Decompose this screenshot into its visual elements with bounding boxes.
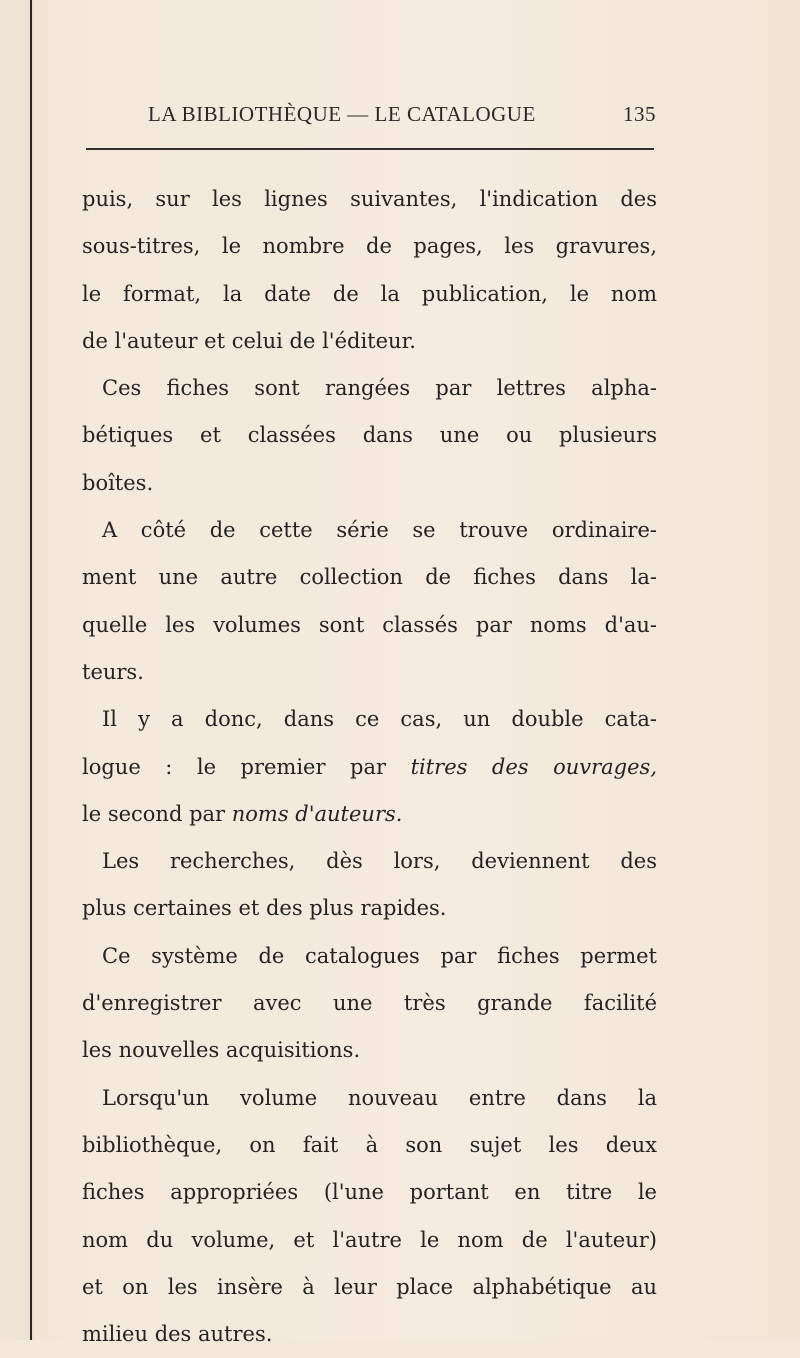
text-line: plus certaines et des plus rapides. [82,896,447,921]
text-line: le format, la date de la publication, le nom [82,281,657,306]
text-line: d'enregistrer avec une très grande facilité [82,991,657,1016]
binding-edge [30,0,32,1340]
text-line: Il y a donc, dans ce cas, un double cata- [102,707,657,732]
text-line: puis, sur les lignes suivantes, l'indication des [82,187,657,211]
text-line: Lorsqu'un volume nouveau entre dans la [102,1085,657,1110]
text-line: Ces fiches sont rangées par lettres alpha- [102,376,657,401]
header-rule [86,148,654,150]
text-line: quelle les volumes sont classés par noms d'au- [82,612,657,637]
body-text [82,176,657,1358]
text-line: fiches appropriées (l'une portant en titre le [82,1180,657,1205]
page-number: 135 [623,102,656,126]
text-line: sous-titres, le nombre de pages, les gravures, [82,234,657,259]
text-line: Ce système de catalogues par fiches permet [102,943,657,968]
text-line: Les recherches, dès lors, deviennent des [102,849,657,874]
text-line: milieu des autres. [82,1322,273,1347]
text-line: ment une autre collection de fiches dans la- [82,565,657,590]
running-title: LA BIBLIOTHÈQUE — LE CATALOGUE [148,102,536,126]
italic-text-segment: noms d'auteurs. [231,801,403,826]
italic-text-segment: titres des ouvrages, [410,754,657,779]
text-line: bétiques et classées dans une ou plusieurs [82,423,657,448]
book-gutter [0,0,34,1340]
running-head [86,98,656,132]
text-line [82,791,657,838]
text-line: et on les insère à leur place alphabétique au [82,1274,657,1299]
text-segment: logue : le premier par [82,754,387,779]
text-line [82,744,657,791]
text-line: de l'auteur et celui de l'éditeur. [82,328,416,353]
text-line: A côté de cette série se trouve ordinaire- [102,518,657,543]
text-line: bibliothèque, on fait à son sujet les deux [82,1132,657,1157]
text-line: nom du volume, et l'autre le nom de l'auteur) [82,1227,657,1252]
text-line: boîtes. [82,470,154,495]
text-segment: le second par [82,801,226,826]
text-line: les nouvelles acquisitions. [82,1038,361,1063]
text-line: teurs. [82,659,144,684]
